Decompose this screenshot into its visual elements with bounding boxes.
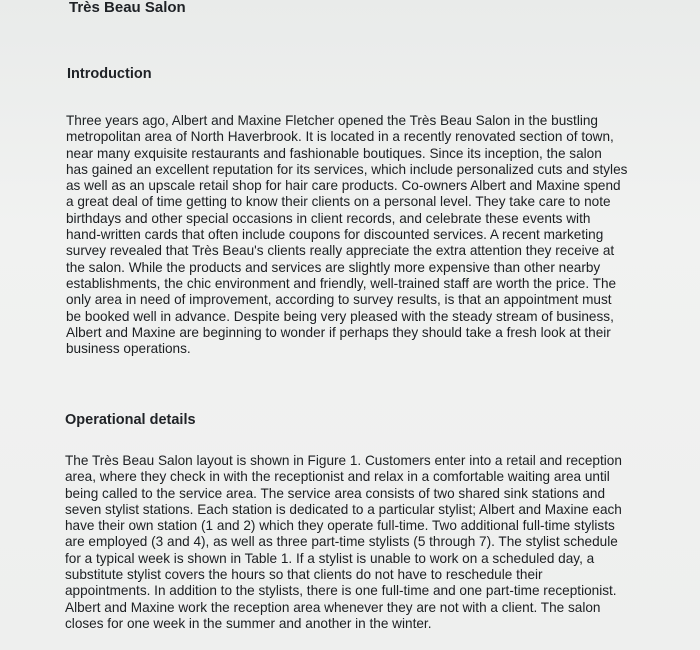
paragraph-line: Albert and Maxine are beginning to wonder if perhaps they should take a fresh look at their [66,324,611,340]
paragraph-line: the salon. While the products and services are slightly more expensive than other nearby [66,259,601,275]
paragraph-line: a great deal of time getting to know their clients on a personal level. They take care to note [66,194,611,210]
document-title: Très Beau Salon [69,0,186,16]
paragraph-line: birthdays and other special occasions in client records, and celebrate these events with [66,210,591,226]
paragraph-line: for a typical week is shown in Table 1. If a stylist is unable to work on a scheduled day, a [65,550,595,566]
operational-details-heading: Operational details [65,412,196,428]
paragraph-line: hand-written cards that often include coupons for discounted services. A recent marketing [66,227,604,243]
introduction-heading: Introduction [67,66,152,82]
paragraph-line: area, where they check in with the receptionist and relax in a comfortable waiting area until [65,469,610,485]
introduction-paragraph [66,113,696,357]
paragraph-line: has gained an excellent reputation for its services, which include personalized cuts and styles [66,161,628,177]
paragraph-line: business operations. [66,341,191,357]
paragraph-line: establishments, the chic environment and friendly, well-trained staff are worth the price. The [66,275,617,291]
paragraph-line: have their own station (1 and 2) which they operate full-time. Two additional full-time stylists [65,518,615,534]
paragraph-line: seven stylist stations. Each station is dedicated to a particular stylist; Albert and Maxine each [65,501,622,517]
paragraph-line: near many exquisite restaurants and fashionable boutiques. Since its inception, the salon [66,145,602,161]
paragraph-line: be booked well in advance. Despite being very pleased with the steady stream of business, [66,308,614,324]
paragraph-line: only area in need of improvement, according to survey results, is that an appointment must [66,292,612,308]
paragraph-line: appointments. In addition to the stylists, there is one full-time and one part-time receptionist. [65,583,617,599]
paragraph-line: Three years ago, Albert and Maxine Fletcher opened the Très Beau Salon in the bustling [66,113,598,128]
paragraph-line: metropolitan area of North Haverbrook. It is located in a recently renovated section of town, [66,129,614,145]
paragraph-line: being called to the service area. The service area consists of two shared sink stations and [65,485,606,501]
paragraph-line: are employed (3 and 4), as well as three part-time stylists (5 through 7). The stylist schedule [65,534,618,550]
paragraph-line: The Très Beau Salon layout is shown in Figure 1. Customers enter into a retail and reception [65,453,622,468]
paragraph-line: Albert and Maxine work the reception area whenever they are not with a client. The salon [65,599,601,615]
paragraph-line: substitute stylist covers the hours so that clients do not have to reschedule their [65,567,543,583]
paragraph-line: closes for one week in the summer and another in the winter. [65,615,432,631]
paragraph-line: as well as an upscale retail shop for hair care products. Co-owners Albert and Maxine spend [66,178,621,194]
operational-details-paragraph [65,453,695,632]
paragraph-line: survey revealed that Très Beau's clients really appreciate the extra attention they receive at [66,243,615,259]
